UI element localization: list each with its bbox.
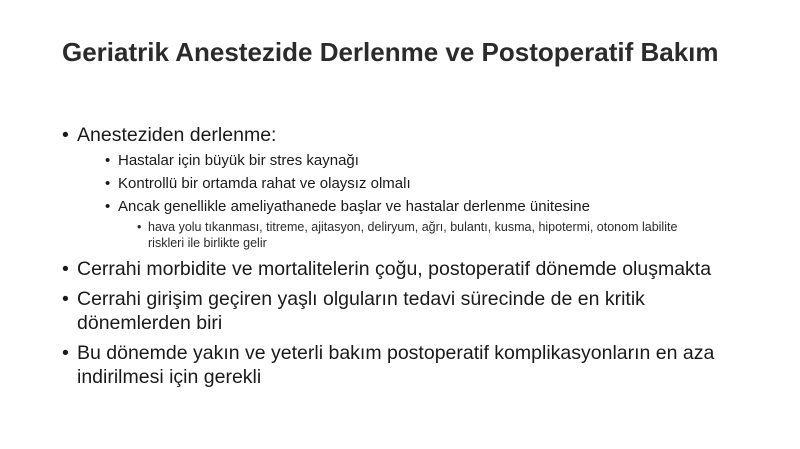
slide-title: Geriatrik Anestezide Derlenme ve Postoperatif Bakım <box>62 37 719 67</box>
bullet-item-text: Cerrahi morbidite ve mortalitelerin çoğu, postoperatif dönemde oluşmakta <box>77 258 712 280</box>
sub-sub-bullet-item <box>137 219 708 251</box>
bullet-icon: • <box>62 124 69 146</box>
sub-bullet-item-2 <box>105 174 742 193</box>
bullet-item-text: Anesteziden derlenme: <box>77 124 277 146</box>
sub-bullet-item-3 <box>105 197 742 216</box>
sub-sub-bullet-text: hava yolu tıkanması, titreme, ajitasyon, deliryum, ağrı, bulantı, kusma, hipotermi, otonom labilite riskleri ile birlikte gelir <box>148 220 678 250</box>
bullet-icon: • <box>62 258 69 280</box>
bullet-item-1 <box>62 123 742 251</box>
bullet-icon: • <box>105 175 111 192</box>
sub-bullet-text: Hastalar için büyük bir stres kaynağı <box>118 152 359 169</box>
bullet-item-text: Bu dönemde yakın ve yeterli bakım postoperatif komplikasyonların en aza indirilmesi için gerekli <box>77 342 715 388</box>
bullet-icon: • <box>62 342 69 364</box>
bullet-icon: • <box>62 288 69 310</box>
bullet-item-4 <box>62 341 742 389</box>
sub-bullet-text: Ancak genellikle ameliyathanede başlar ve hastalar derlenme ünitesine <box>118 198 590 215</box>
bullet-item-3 <box>62 287 742 335</box>
bullet-icon: • <box>137 220 142 234</box>
bullet-icon: • <box>105 152 111 169</box>
sub-bullet-item-1 <box>105 151 742 170</box>
slide-body <box>62 123 742 395</box>
bullet-item-text: Cerrahi girişim geçiren yaşlı olguların tedavi sürecinde de en kritik dönemlerden biri <box>77 288 645 334</box>
bullet-icon: • <box>105 198 111 215</box>
sub-bullet-text: Kontrollü bir ortamda rahat ve olaysız olmalı <box>118 175 411 192</box>
bullet-item-2 <box>62 257 742 281</box>
